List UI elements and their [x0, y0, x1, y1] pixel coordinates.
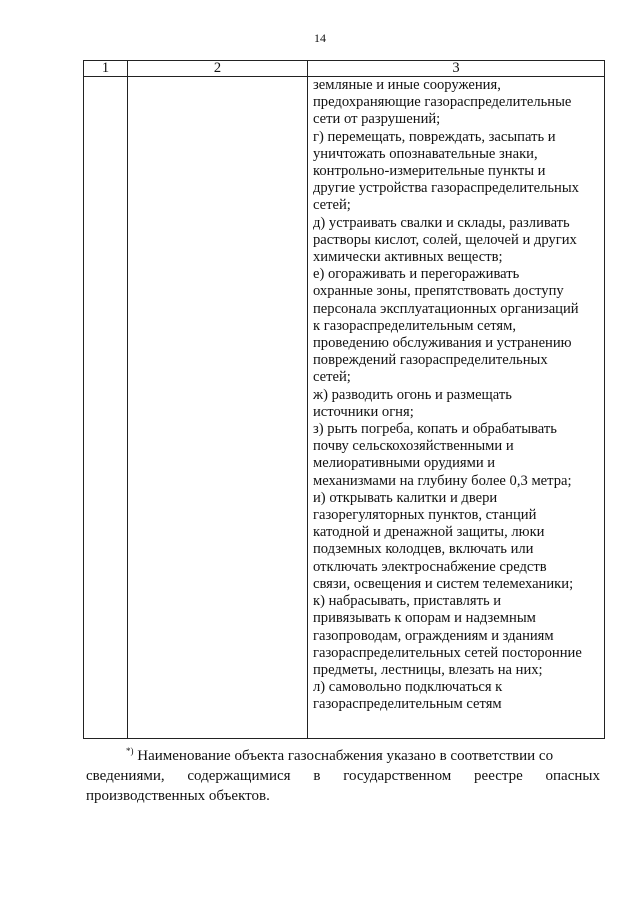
text-line: е) огораживать и перегораживать	[313, 266, 520, 283]
text-line: сети от разрушений;	[313, 111, 441, 128]
text-line: мелиоративными орудиями и	[313, 455, 496, 472]
text-line: предохраняющие газораспределительные	[313, 94, 572, 111]
text-line: источники огня;	[313, 403, 414, 420]
text-line: уничтожать опознавательные знаки,	[313, 145, 538, 162]
footnote-word: государственном	[343, 768, 452, 784]
text-line: ж) разводить огонь и размещать	[313, 386, 512, 403]
text-line: механизмами на глубину более 0,3 метра;	[313, 472, 572, 489]
text-line: отключать электроснабжение средств	[313, 558, 547, 575]
text-line: предметы, лестницы, влезать на них;	[313, 661, 543, 678]
text-line: катодной и дренажной защиты, люки	[313, 524, 545, 541]
table-row	[84, 77, 605, 739]
text-line: охранные зоны, препятствовать доступу	[313, 283, 564, 300]
text-line: и) открывать калитки и двери	[313, 489, 498, 506]
column-header-2: 2	[128, 61, 308, 77]
text-line: сетей;	[313, 197, 351, 214]
footnote	[86, 741, 600, 806]
footnote-word: содержащимися	[187, 768, 291, 784]
text-line: г) перемещать, повреждать, засыпать и	[313, 128, 556, 145]
text-line: к) набрасывать, приставлять и	[313, 593, 502, 610]
text-line: привязывать к опорам и надземным	[313, 610, 536, 627]
text-line: повреждений газораспределительных	[313, 352, 548, 369]
table-cell-col2	[128, 77, 308, 739]
page-number: 14	[314, 31, 326, 45]
text-line: сетей;	[313, 369, 351, 386]
footnote-mark: *)	[126, 746, 134, 756]
footnote-line: производственных объектов.	[86, 788, 270, 804]
table-header-row	[84, 61, 605, 77]
text-line: газорегуляторных пунктов, станций	[313, 507, 537, 524]
column-header-3: 3	[308, 61, 605, 77]
text-line: газораспределительных сетей посторонние	[313, 644, 582, 661]
footnote-line	[86, 766, 600, 786]
text-line: связи, освещения и систем телемеханики;	[313, 575, 574, 592]
text-line: к газораспределительным сетям,	[313, 317, 517, 334]
footnote-word: сведениями,	[86, 768, 165, 784]
footnote-line	[86, 741, 600, 766]
text-line: подземных колодцев, включать или	[313, 541, 534, 558]
table-cell-col1	[84, 77, 128, 739]
footnote-word: в	[313, 768, 321, 784]
text-line: химически активных веществ;	[313, 249, 503, 266]
text-line: газопроводам, ограждениям и зданиям	[313, 627, 554, 644]
text-line: контрольно-измерительные пункты и	[313, 163, 546, 180]
text-line: д) устраивать свалки и склады, разливать	[313, 214, 570, 231]
column-header-1: 1	[84, 61, 128, 77]
footnote-word: опасных	[545, 768, 600, 784]
text-line: проведению обслуживания и устранению	[313, 335, 572, 352]
text-line: персонала эксплуатационных организаций	[313, 300, 579, 317]
text-line: земляные и иные сооружения,	[313, 77, 501, 93]
text-line: газораспределительным сетям	[313, 696, 502, 713]
text-line: л) самовольно подключаться к	[313, 679, 503, 696]
text-line: растворы кислот, солей, щелочей и других	[313, 231, 577, 248]
text-line: з) рыть погреба, копать и обрабатывать	[313, 421, 557, 438]
text-line: почву сельскохозяйственными и	[313, 438, 514, 455]
text-line: другие устройства газораспределительных	[313, 180, 579, 197]
table-cell-col3	[308, 77, 605, 739]
document-table	[83, 60, 605, 739]
footnote-text: Наименование объекта газоснабжения указано в соответствии со	[137, 748, 554, 764]
footnote-word: реестре	[474, 768, 523, 784]
